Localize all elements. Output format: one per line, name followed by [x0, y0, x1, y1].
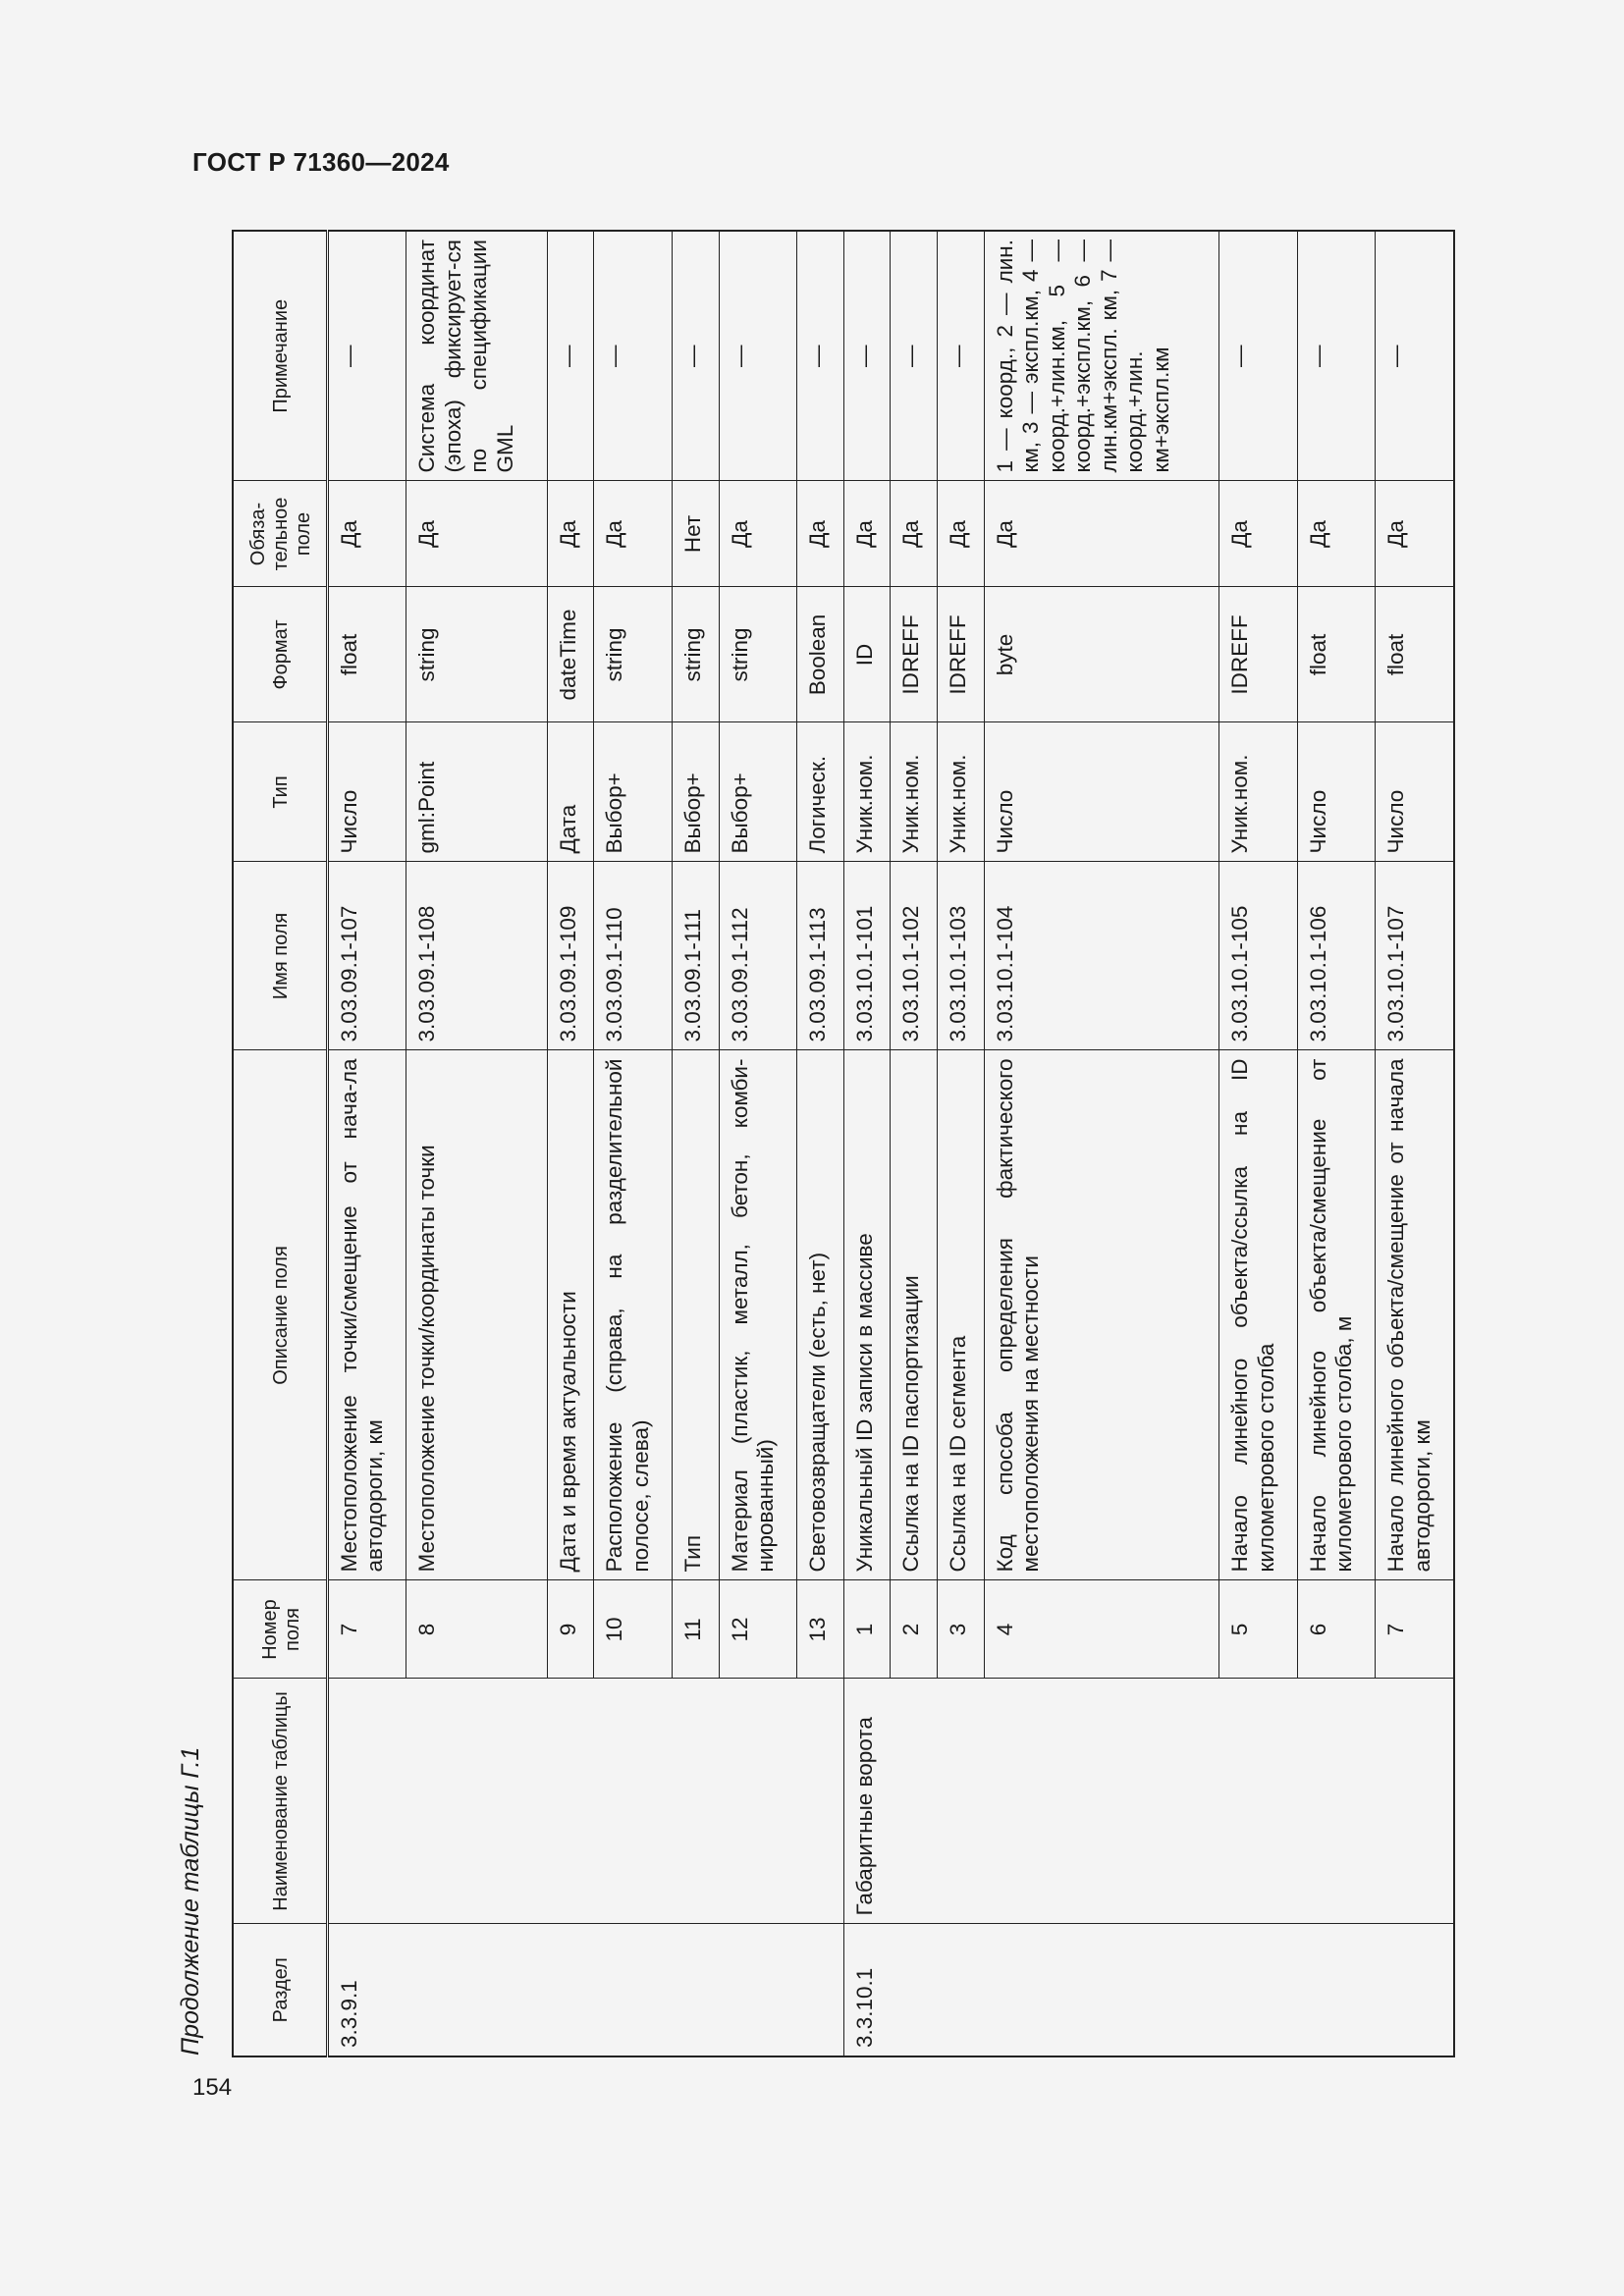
cell-field-name: 3.03.10.1-101 — [843, 862, 891, 1050]
cell-description: Начало линейного объекта/смещение от километрового столба, м — [1297, 1050, 1376, 1580]
cell-field-name: 3.03.09.1-110 — [594, 862, 673, 1050]
cell-note: — — [1219, 231, 1298, 481]
cell-field-name: 3.03.10.1-105 — [1219, 862, 1298, 1050]
cell-note: — — [938, 231, 985, 481]
col-header-field-name: Имя поля — [233, 862, 327, 1050]
cell-field-no: 6 — [1297, 1580, 1376, 1679]
cell-mandatory: Да — [891, 481, 938, 587]
cell-mandatory: Да — [938, 481, 985, 587]
cell-description: Местоположение точки/смещение от нача-ла автодороги, км — [327, 1050, 406, 1580]
page-number: 154 — [192, 2074, 233, 2101]
cell-note: — — [891, 231, 938, 481]
cell-type: Уник.ном. — [891, 722, 938, 862]
col-header-mandatory: Обяза-тельное поле — [233, 481, 327, 587]
cell-section: 3.3.9.1 — [327, 1924, 843, 2056]
cell-note: — — [327, 231, 406, 481]
cell-format: string — [406, 587, 548, 722]
cell-description: Местоположение точки/координаты точки — [406, 1050, 548, 1580]
cell-field-no: 12 — [719, 1580, 797, 1679]
cell-note: 1 — коорд., 2 — лин. км, 3 — экспл.км, 4 — коорд.+лин.км, 5 — коорд.+экспл.км, 6 — лин.км+экспл. км, 7 — коорд.+лин. км+экспл.км — [984, 231, 1218, 481]
cell-description: Ссылка на ID паспортизации — [891, 1050, 938, 1580]
cell-format: string — [672, 587, 719, 722]
table-row — [843, 231, 891, 2056]
cell-type: Уник.ном. — [1219, 722, 1298, 862]
cell-mandatory: Да — [327, 481, 406, 587]
cell-field-no: 8 — [406, 1580, 548, 1679]
cell-field-name: 3.03.09.1-113 — [797, 862, 844, 1050]
cell-mandatory: Да — [594, 481, 673, 587]
cell-field-name: 3.03.09.1-107 — [327, 862, 406, 1050]
cell-mandatory: Да — [1297, 481, 1376, 587]
cell-type: Число — [1376, 722, 1454, 862]
document-header: ГОСТ Р 71360—2024 — [192, 147, 450, 177]
cell-field-no: 5 — [1219, 1580, 1298, 1679]
cell-format: byte — [984, 587, 1218, 722]
col-header-note: Примечание — [233, 231, 327, 481]
cell-field-name: 3.03.09.1-111 — [672, 862, 719, 1050]
cell-field-name: 3.03.09.1-108 — [406, 862, 548, 1050]
cell-description: Расположение (справа, на разделительной полосе, слева) — [594, 1050, 673, 1580]
cell-format: float — [1297, 587, 1376, 722]
cell-field-name: 3.03.10.1-102 — [891, 862, 938, 1050]
table-continuation-caption: Продолжение таблицы Г.1 — [177, 1746, 204, 2056]
cell-field-name: 3.03.10.1-104 — [984, 862, 1218, 1050]
cell-field-name: 3.03.09.1-112 — [719, 862, 797, 1050]
cell-description: Начало линейного объекта/ссылка на ID километрового столба — [1219, 1050, 1298, 1580]
cell-field-no: 4 — [984, 1580, 1218, 1679]
data-table — [232, 230, 1455, 2057]
cell-format: float — [1376, 587, 1454, 722]
cell-format: IDREFF — [938, 587, 985, 722]
cell-note: — — [719, 231, 797, 481]
col-header-section: Раздел — [233, 1924, 327, 2056]
cell-type: Уник.ном. — [938, 722, 985, 862]
cell-field-no: 1 — [843, 1580, 891, 1679]
table-body — [327, 231, 1454, 2056]
cell-type: Число — [1297, 722, 1376, 862]
cell-type: Уник.ном. — [843, 722, 891, 862]
cell-note: Система координат (эпоха) фиксирует-ся по спецификации GML — [406, 231, 548, 481]
cell-type: Выбор+ — [594, 722, 673, 862]
cell-type: Логическ. — [797, 722, 844, 862]
cell-mandatory: Да — [843, 481, 891, 587]
cell-note: — — [843, 231, 891, 481]
cell-note: — — [797, 231, 844, 481]
cell-type: Дата — [547, 722, 594, 862]
cell-table-name: Габаритные ворота — [843, 1679, 1454, 1924]
cell-field-no: 2 — [891, 1580, 938, 1679]
col-header-field-no: Номер поля — [233, 1580, 327, 1679]
cell-format: dateTime — [547, 587, 594, 722]
cell-note: — — [672, 231, 719, 481]
cell-field-name: 3.03.10.1-107 — [1376, 862, 1454, 1050]
cell-format: IDREFF — [891, 587, 938, 722]
cell-mandatory: Да — [547, 481, 594, 587]
cell-mandatory: Да — [984, 481, 1218, 587]
cell-mandatory: Да — [719, 481, 797, 587]
cell-field-no: 10 — [594, 1580, 673, 1679]
cell-section: 3.3.10.1 — [843, 1924, 1454, 2056]
cell-format: ID — [843, 587, 891, 722]
cell-field-name: 3.03.10.1-106 — [1297, 862, 1376, 1050]
cell-mandatory: Да — [797, 481, 844, 587]
col-header-type: Тип — [233, 722, 327, 862]
cell-type: Число — [984, 722, 1218, 862]
cell-note: — — [1376, 231, 1454, 481]
cell-description: Код способа определения фактического местоположения на местности — [984, 1050, 1218, 1580]
cell-description: Ссылка на ID сегмента — [938, 1050, 985, 1580]
col-header-description: Описание поля — [233, 1050, 327, 1580]
cell-description: Материал (пластик, металл, бетон, комби-нированный) — [719, 1050, 797, 1580]
cell-note: — — [594, 231, 673, 481]
header-row — [233, 231, 327, 2056]
cell-type: gml:Point — [406, 722, 548, 862]
col-header-table-name: Наименование таблицы — [233, 1679, 327, 1924]
cell-format: string — [594, 587, 673, 722]
cell-type: Выбор+ — [672, 722, 719, 862]
cell-description: Уникальный ID записи в массиве — [843, 1050, 891, 1580]
cell-field-name: 3.03.09.1-109 — [547, 862, 594, 1050]
cell-format: IDREFF — [1219, 587, 1298, 722]
cell-description: Тип — [672, 1050, 719, 1580]
cell-type: Число — [327, 722, 406, 862]
cell-table-name — [327, 1679, 843, 1924]
cell-field-no: 7 — [1376, 1580, 1454, 1679]
cell-description: Дата и время актуальности — [547, 1050, 594, 1580]
cell-mandatory: Да — [1219, 481, 1298, 587]
rotated-table-area — [171, 232, 1435, 2057]
cell-format: string — [719, 587, 797, 722]
cell-description: Начало линейного объекта/смещение от начала автодороги, км — [1376, 1050, 1454, 1580]
cell-note: — — [1297, 231, 1376, 481]
cell-type: Выбор+ — [719, 722, 797, 862]
col-header-format: Формат — [233, 587, 327, 722]
cell-field-no: 11 — [672, 1580, 719, 1679]
cell-note: — — [547, 231, 594, 481]
cell-field-no: 3 — [938, 1580, 985, 1679]
cell-field-name: 3.03.10.1-103 — [938, 862, 985, 1050]
cell-format: float — [327, 587, 406, 722]
cell-format: Boolean — [797, 587, 844, 722]
cell-mandatory: Да — [1376, 481, 1454, 587]
cell-mandatory: Нет — [672, 481, 719, 587]
cell-field-no: 7 — [327, 1580, 406, 1679]
cell-description: Световозвращатели (есть, нет) — [797, 1050, 844, 1580]
table-row — [327, 231, 406, 2056]
cell-field-no: 13 — [797, 1580, 844, 1679]
cell-field-no: 9 — [547, 1580, 594, 1679]
cell-mandatory: Да — [406, 481, 548, 587]
